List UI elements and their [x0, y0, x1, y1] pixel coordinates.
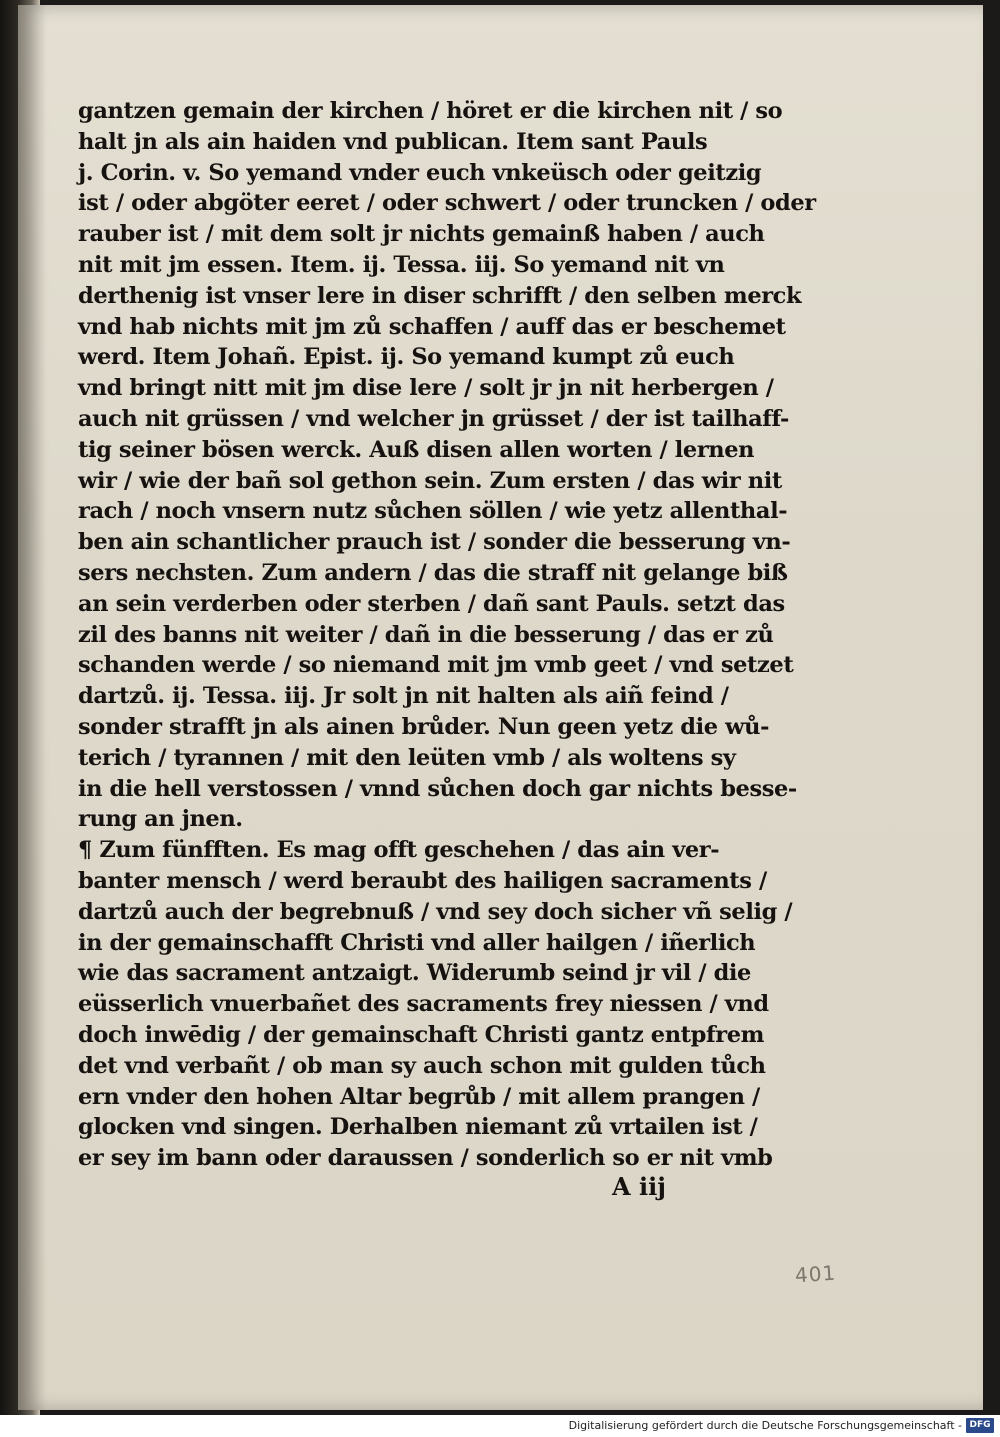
- text-line: eüsserlich vnuerbañet des sacraments frey niessen / vnd: [78, 991, 769, 1018]
- text-line: vnd hab nichts mit jm zů schaffen / auff das er beschemet: [78, 313, 786, 340]
- text-line: in die hell verstossen / vnnd sůchen doch gar nichts besse-: [78, 775, 797, 802]
- text-line: derthenig ist vnser lere in diser schrifft / den selben merck: [78, 282, 802, 309]
- text-line: in der gemainschafft Christi vnd aller hailgen / iñerlich: [78, 929, 756, 956]
- text-line: auch nit grüssen / vnd welcher jn grüsset / der ist tailhaff-: [78, 405, 789, 432]
- text-line: gantzen gemain der kirchen / höret er die kirchen nit / so: [78, 98, 783, 124]
- text-line: banter mensch / werd beraubt des hailigen sacraments /: [78, 867, 767, 894]
- text-line: ern vnder den hohen Altar begrůb / mit allem prangen /: [78, 1083, 760, 1110]
- text-line: rach / noch vnsern nutz sůchen söllen / wie yetz allenthal-: [78, 498, 788, 525]
- text-line: schanden werde / so niemand mit jm vmb geet / vnd setzet: [78, 652, 794, 679]
- text-line: rung an jnen.: [78, 806, 243, 833]
- text-line: j. Corin. v. So yemand vnder euch vnkeüsch oder geitzig: [78, 159, 762, 186]
- text-line: wie das sacrament antzaigt. Widerumb seind jr vil / die: [78, 960, 751, 987]
- dfg-logo: DFG: [966, 1418, 994, 1433]
- text-line: tig seiner bösen werck. Auß disen allen worten / lernen: [78, 436, 755, 463]
- text-line: det vnd verbañt / ob man sy auch schon mit gulden tůch: [78, 1052, 766, 1079]
- text-line: vnd bringt nitt mit jm dise lere / solt jr jn nit herbergen /: [78, 375, 774, 402]
- text-line: ¶ Zum fünfften. Es mag offt geschehen / das ain ver-: [78, 837, 720, 864]
- text-line: werd. Item Johañ. Epist. ij. So yemand kumpt zů euch: [78, 344, 735, 371]
- text-line: glocken vnd singen. Derhalben niemant zů vrtailen ist /: [78, 1114, 758, 1141]
- text-line: sers nechsten. Zum andern / das die straff nit gelange biß: [78, 559, 788, 586]
- funding-credit: Digitalisierung gefördert durch die Deutsche Forschungsgemeinschaft -: [568, 1419, 962, 1432]
- text-line: wir / wie der bañ sol gethon sein. Zum ersten / das wir nit: [78, 467, 782, 494]
- text-line: dartzů auch der begrebnuß / vnd sey doch sicher vñ selig /: [78, 898, 793, 925]
- text-line: nit mit jm essen. Item. ij. Tessa. iij. So yemand nit vn: [78, 251, 725, 278]
- text-line: terich / tyrannen / mit den leüten vmb / als woltens sy: [78, 744, 736, 771]
- folio-annotation: 401: [794, 1260, 837, 1288]
- text-line: halt jn als ain haiden vnd publican. Item sant Pauls: [78, 128, 708, 155]
- text-line: sonder strafft jn als ainen brůder. Nun geen yetz die wů-: [78, 713, 770, 740]
- text-line: an sein verderben oder sterben / dañ sant Pauls. setzt das: [78, 590, 785, 617]
- footer-bar: [0, 1415, 1000, 1437]
- text-line: ben ain schantlicher prauch ist / sonder die besserung vn-: [78, 529, 791, 556]
- text-line: doch inwēdig / der gemainschaft Christi gantz entpfrem: [78, 1021, 765, 1048]
- text-line: ist / oder abgöter eeret / oder schwert / oder truncken / oder: [78, 190, 816, 217]
- text-line: er sey im bann oder daraussen / sonderlich so er nit vmb: [78, 1145, 773, 1172]
- page-fold-shadow: [18, 5, 46, 1410]
- text-block: [78, 96, 816, 1174]
- text-line: dartzů. ij. Tessa. iij. Jr solt jn nit halten als aiñ feind /: [78, 683, 729, 710]
- text-line: rauber ist / mit dem solt jr nichts gemainß haben / auch: [78, 221, 765, 248]
- signature-mark: A iij: [612, 1172, 666, 1201]
- text-line: zil des banns nit weiter / dañ in die besserung / das er zů: [78, 621, 774, 648]
